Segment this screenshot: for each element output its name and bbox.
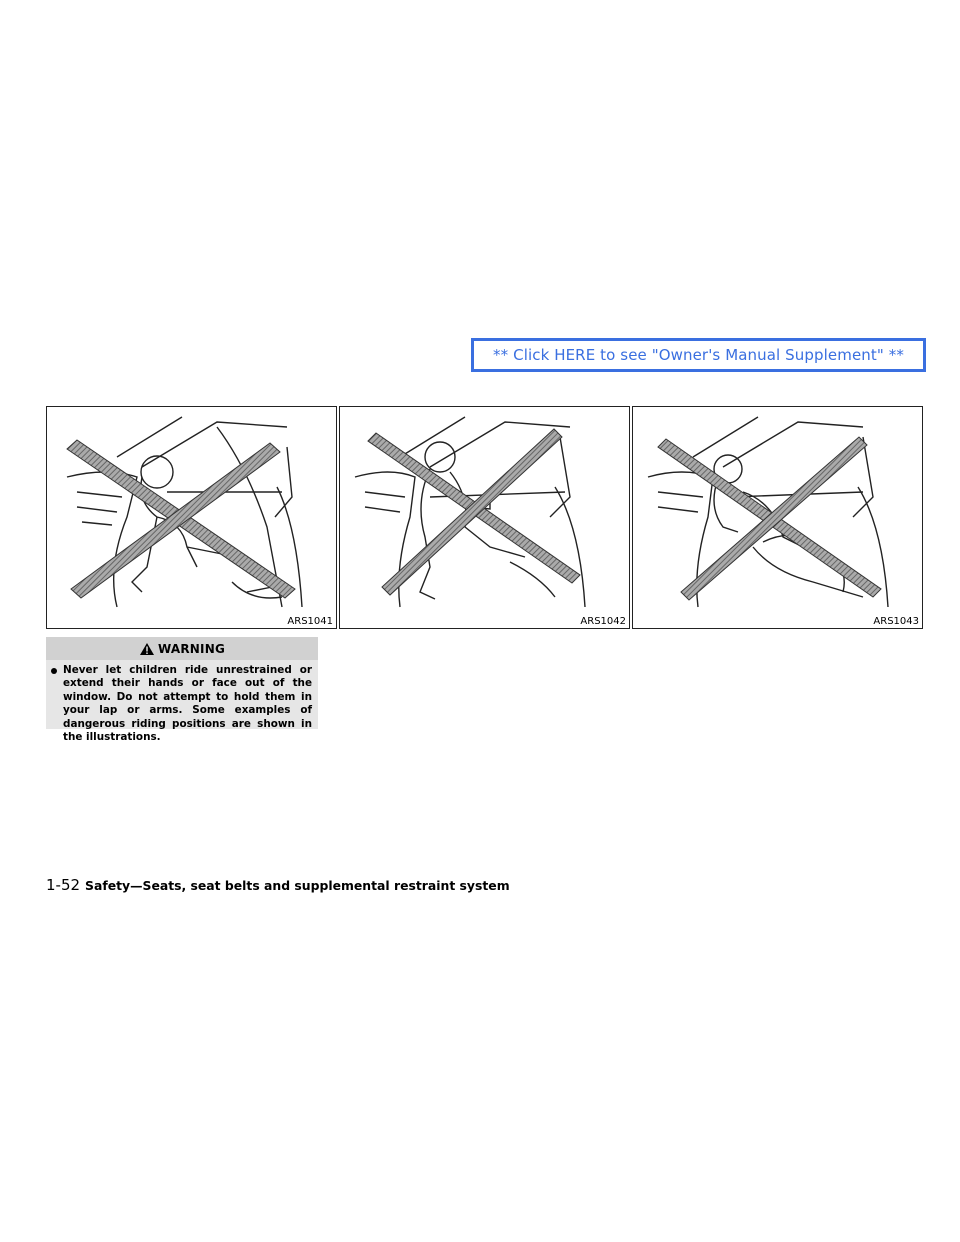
- cross-out-mark: [658, 437, 881, 600]
- illustration-child-standing-unrestrained: [339, 406, 630, 629]
- warning-item-text: Never let children ride unrestrained or extend their hands or face out of the window. Do not attempt to hold them in your lap or arms. Some examples of dangerous riding positions are shown in the illustrations.: [63, 664, 312, 744]
- figure-label: ARS1042: [580, 616, 626, 627]
- illustration-child-leaning-on-dashboard: [46, 406, 337, 629]
- figure-label: ARS1043: [873, 616, 919, 627]
- page-number: 1-52: [46, 876, 81, 894]
- illustration-drawing: [47, 407, 336, 628]
- warning-box: [46, 637, 318, 744]
- illustration-drawing: [633, 407, 922, 628]
- warning-title: WARNING: [157, 641, 226, 656]
- figure-label: ARS1041: [287, 616, 333, 627]
- section-title: Safety—Seats, seat belts and supplemental restraint system: [85, 878, 510, 893]
- owners-manual-supplement-link[interactable]: ** Click HERE to see "Owner's Manual Supplement" **: [471, 338, 926, 372]
- page-footer: [46, 876, 510, 894]
- illustration-drawing: [340, 407, 629, 628]
- bullet-icon: [51, 668, 57, 674]
- warning-item: [46, 660, 318, 744]
- illustration-child-held-in-lap: [632, 406, 923, 629]
- warning-triangle-icon: [139, 642, 155, 656]
- cross-out-mark: [67, 440, 295, 598]
- warning-header: [46, 637, 318, 660]
